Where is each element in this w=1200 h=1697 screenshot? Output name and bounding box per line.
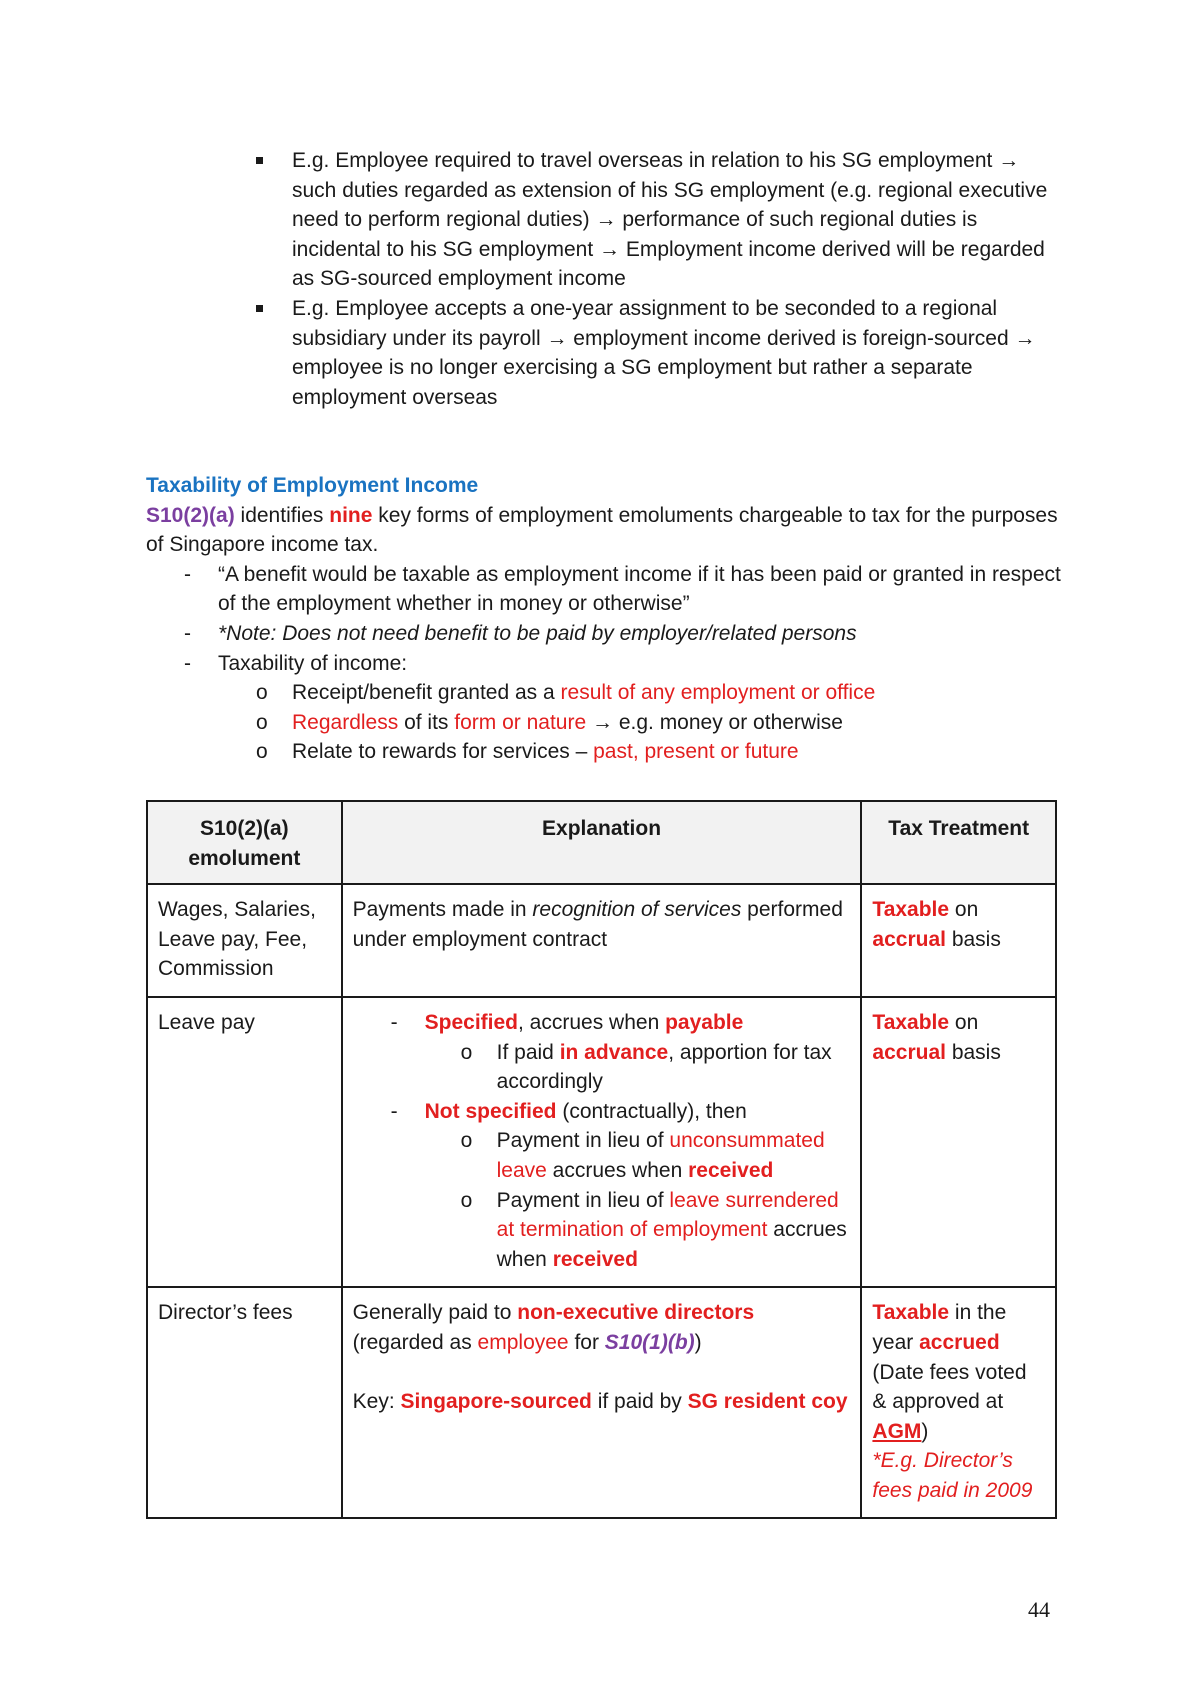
sub-item: o Receipt/benefit granted as a result of any employment or office — [256, 681, 876, 705]
list-item: E.g. Employee required to travel overseas in relation to his SG employment → such duties regarded as extension of his SG employment (e.g. regional executive need to perform regional duties) → performance of such regional duties is incidental to his SG employment → Employment income derived will be regarded as SG-sourced employment income — [256, 146, 1056, 294]
emolument-cell: Leave pay — [147, 997, 342, 1287]
emolument-table — [146, 800, 1057, 1519]
list-item: E.g. Employee accepts a one-year assignment to be seconded to a regional subsidiary under its payroll → employment income derived is foreign-sourced → employee is no longer exercising a SG employment but rather a separate employment overseas — [256, 294, 1056, 412]
intro-paragraph: S10(2)(a) identifies nine key forms of employment emoluments chargeable to tax for the purposes of Singapore income tax. — [146, 503, 1058, 557]
taxability-section — [146, 471, 1066, 767]
sub-item: o Relate to rewards for services – past, present or future — [256, 740, 799, 764]
square-bullet-icon — [256, 157, 263, 164]
column-header: Tax Treatment — [861, 801, 1056, 884]
sub-item: o Regardless of its form or nature → e.g. money or otherwise — [256, 710, 843, 734]
arrow-icon: → — [1014, 326, 1036, 350]
emolument-cell: Wages, Salaries, Leave pay, Fee, Commission — [147, 884, 342, 997]
table-row — [147, 884, 1056, 997]
explanation-cell — [342, 997, 862, 1287]
column-header: S10(2)(a) emolument — [147, 801, 342, 884]
list-item: o Payment in lieu of leave surrendered at termination of employment accrues when received — [460, 1188, 847, 1271]
table-header-row — [147, 801, 1056, 884]
quote-item: - “A benefit would be taxable as employment income if it has been paid or granted in respect of the employment whether in money or otherwise” — [184, 562, 1061, 616]
square-bullet-icon — [256, 305, 263, 312]
note-item: - *Note: Does not need benefit to be paid by employer/related persons — [184, 621, 857, 645]
tax-treatment-cell: Taxable on accrual basis — [861, 997, 1056, 1287]
column-header: Explanation — [342, 801, 862, 884]
emolument-cell: Director’s fees — [147, 1287, 342, 1518]
list-item: o If paid in advance, apportion for tax accordingly — [460, 1040, 832, 1094]
arrow-icon: → — [998, 149, 1020, 172]
tax-treatment-cell: Taxable in the year accrued (Date fees voted & approved at AGM) *E.g. Director’s fees paid in 2009 — [861, 1287, 1056, 1518]
list-item: - Not specified (contractually), then — [390, 1099, 747, 1123]
explanation-cell: Payments made in recognition of services performed under employment contract — [342, 884, 862, 997]
key-text: Key: Singapore-sourced if paid by SG resident coy — [352, 1390, 848, 1414]
explanation-text: Generally paid to non-executive directors (regarded as employee for S10(1)(b)) — [352, 1301, 755, 1354]
arrow-icon: → — [595, 208, 617, 232]
table-row — [147, 997, 1056, 1287]
list-item: o Payment in lieu of unconsummated leave accrues when received — [460, 1129, 825, 1182]
section-heading: Taxability of Employment Income — [146, 474, 479, 497]
arrow-icon: → — [598, 237, 620, 261]
arrow-icon: → — [586, 710, 619, 734]
example-bullet-list — [256, 146, 1056, 412]
list-item: - Specified, accrues when payable — [390, 1010, 744, 1034]
taxability-item: - Taxability of income: — [184, 651, 408, 675]
tax-treatment-cell: Taxable on accrual basis — [861, 884, 1056, 997]
arrow-icon: → — [546, 326, 568, 350]
leave-pay-list — [353, 1008, 851, 1274]
explanation-cell — [342, 1287, 862, 1518]
table-row — [147, 1287, 1056, 1518]
page-number: 44 — [1028, 1597, 1050, 1622]
